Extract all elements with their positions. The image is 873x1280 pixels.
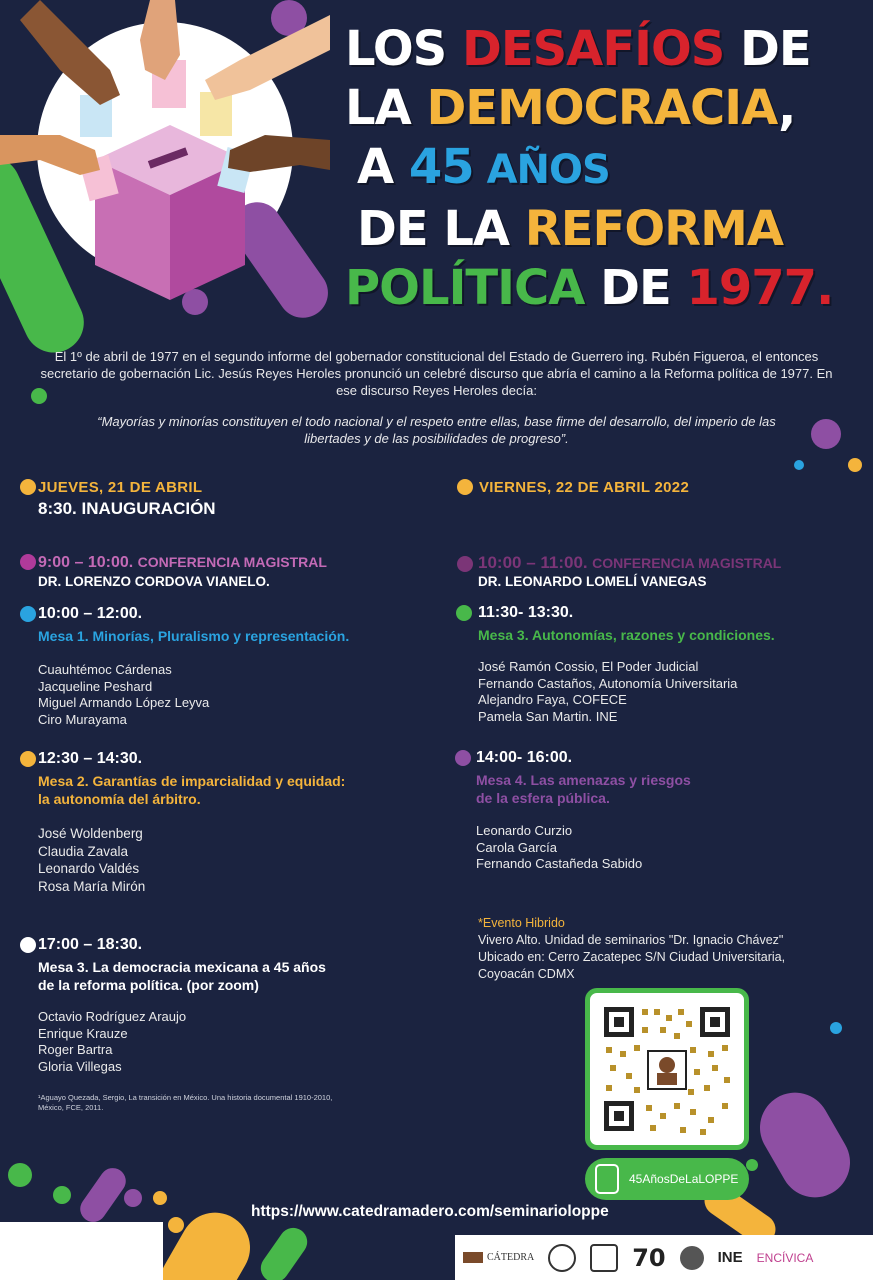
bullet-dot xyxy=(20,479,36,495)
phone-icon xyxy=(595,1164,619,1194)
anniversary-logo: 70 xyxy=(632,1243,666,1272)
mesa3-names xyxy=(478,659,737,725)
bullet-dot xyxy=(456,605,472,621)
intro-quote: “Mayorías y minorías constituyen el todo nacional y el respeto entre ellas, base firme del desarrollo, del imperio de las libertades y de las posibilidades de progreso”. xyxy=(97,414,776,446)
speaker: Cuauhtémoc Cárdenas xyxy=(38,662,172,677)
bullet-dot xyxy=(20,751,36,767)
bullet-dot xyxy=(455,750,471,766)
speaker: Miguel Armando López Leyva xyxy=(38,695,210,710)
mesa4-title: Mesa 4. Las amenazas y riesgos de la esfera pública. xyxy=(476,772,691,806)
bullet-dot xyxy=(20,554,36,570)
mesa2-names xyxy=(38,825,145,895)
bullet-dot xyxy=(20,937,36,953)
website-link[interactable]: https://www.catedramadero.com/seminarioloppe xyxy=(251,1203,609,1220)
conf-time: 9:00 – 10:00. xyxy=(38,554,134,571)
inauguration: 8:30. INAUGURACIÓN xyxy=(38,499,216,518)
venue-line: Vivero Alto. Unidad de seminarios "Dr. Ignacio Chávez" xyxy=(478,933,784,947)
venue-line: Coyoacán CDMX xyxy=(478,967,575,981)
speaker: Pamela San Martin. INE xyxy=(478,708,618,724)
qr-code-card[interactable] xyxy=(585,988,749,1150)
mesa3-zoom-names xyxy=(38,1009,186,1075)
mesa1-time: 10:00 – 12:00. xyxy=(38,605,143,622)
speaker: Jacqueline Peshard xyxy=(38,678,153,694)
title-line-4: DE LA REFORMA xyxy=(357,201,784,257)
catedra-logo: CÁTEDRA xyxy=(463,1252,534,1263)
speaker: Fernando Castaños, Autonomía Universitaria xyxy=(478,675,738,691)
mesa3-zoom-title: Mesa 3. La democracia mexicana a 45 años de la reforma política. (por zoom) xyxy=(38,959,326,993)
hashtag-text: 45AñosDeLaLOPPE xyxy=(629,1172,739,1186)
hashtag-pill[interactable] xyxy=(585,1158,749,1200)
mesa4-names xyxy=(476,823,642,873)
hybrid-label: *Evento Hibrido xyxy=(478,916,565,930)
left-conf-speaker: DR. LORENZO CORDOVA VIANELO. xyxy=(38,574,270,589)
mesa3-zoom-time: 17:00 – 18:30. xyxy=(38,936,143,953)
mesa1-title: Mesa 1. Minorías, Pluralismo y representación. xyxy=(38,628,350,644)
footnote: ¹Aguayo Quezada, Sergio, La transición en México. Una historia documental 1910-2010, México, FCE, 2011. xyxy=(38,1093,333,1112)
conf-label: CONFERENCIA MAGISTRAL xyxy=(137,554,327,570)
institute-logo xyxy=(680,1246,704,1270)
title-line-3: A 45 AÑOS xyxy=(357,139,610,195)
bullet-dot xyxy=(457,556,473,572)
main-title xyxy=(345,20,833,318)
speaker: Claudia Zavala xyxy=(38,843,129,859)
speaker: José Ramón Cossio, El Poder Judicial xyxy=(478,659,699,674)
conf-time: 10:00 – 11:00. xyxy=(478,553,588,572)
encivica-logo: ENCÍVICA xyxy=(756,1250,814,1265)
mesa4-time: 14:00- 16:00. xyxy=(476,749,573,766)
purple-dot-2 xyxy=(182,289,208,315)
mesa3-time: 11:30- 13:30. xyxy=(478,604,574,621)
left-conference xyxy=(38,554,327,572)
speaker: José Woldenberg xyxy=(38,826,143,841)
intro-text: El 1º de abril de 1977 en el segundo informe del gobernador constitucional del Estado de Guerrero ing. Rubén Figueroa, el entonces secretario de gobernación Lic. Jesús Reyes Heroles pronunció un celebré discurso que abría el camino a la Reforma política de 1977. En ese discurso Reyes Heroles decía: xyxy=(40,349,833,398)
speaker: Leonardo Curzio xyxy=(476,823,573,838)
title-line-2: LA DEMOCRACIA, xyxy=(345,80,796,136)
sponsor-logos xyxy=(455,1235,873,1280)
mesa2-time: 12:30 – 14:30. xyxy=(38,750,143,767)
speaker: Leonardo Valdés xyxy=(38,861,140,876)
unam-logo xyxy=(548,1244,576,1272)
unam-logo-2 xyxy=(590,1244,618,1272)
venue-info xyxy=(478,915,785,983)
speaker: Fernando Castañeda Sabido xyxy=(476,856,643,871)
speaker: Octavio Rodríguez Araujo xyxy=(38,1009,187,1024)
speaker: Rosa María Mirón xyxy=(38,878,146,894)
speaker: Roger Bartra xyxy=(38,1042,113,1057)
mesa2-title: Mesa 2. Garantías de imparcialidad y equidad: la autonomía del árbitro. xyxy=(38,773,346,807)
right-conference xyxy=(478,553,781,573)
bullet-dot xyxy=(20,606,36,622)
bullet-dot xyxy=(457,479,473,495)
speaker: Enrique Krauze xyxy=(38,1025,128,1041)
qr-code-icon xyxy=(590,993,744,1145)
venue-line: Ubicado en: Cerro Zacatepec S/N Ciudad Universitaria, xyxy=(478,950,786,964)
right-day: VIERNES, 22 DE ABRIL 2022 xyxy=(479,479,690,496)
right-conf-speaker: DR. LEONARDO LOMELÍ VANEGAS xyxy=(478,574,707,589)
title-line-5: POLÍTICA DE 1977. xyxy=(345,260,834,316)
speaker: Alejandro Faya, COFECE xyxy=(478,692,627,707)
ine-logo: INE xyxy=(717,1249,743,1266)
speaker: Gloria Villegas xyxy=(38,1058,122,1074)
mesa3-title: Mesa 3. Autonomías, razones y condiciones. xyxy=(478,627,775,643)
left-day: JUEVES, 21 DE ABRIL xyxy=(38,479,203,496)
mesa1-names xyxy=(38,662,209,728)
speaker: Carola García xyxy=(476,839,557,855)
speaker: Ciro Murayama xyxy=(38,711,127,727)
title-line-1: LOS DESAFÍOS DE xyxy=(345,21,811,77)
conf-label: CONFERENCIA MAGISTRAL xyxy=(592,555,782,571)
